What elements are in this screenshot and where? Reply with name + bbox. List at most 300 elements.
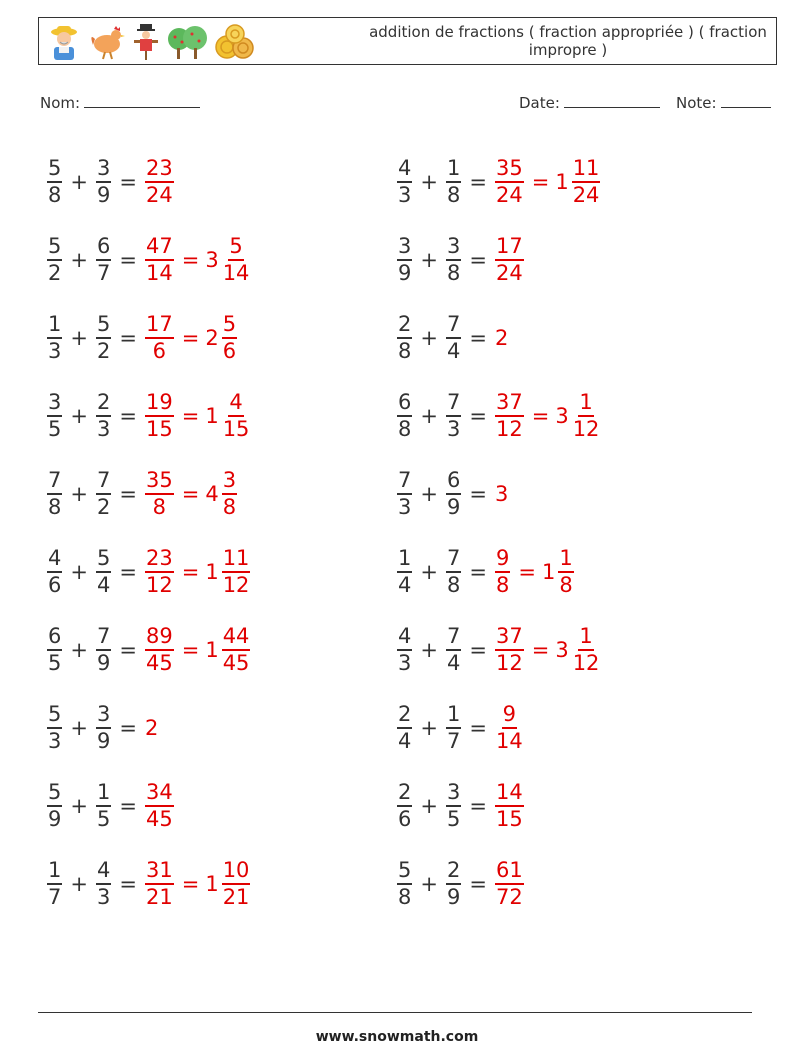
denominator: 5 bbox=[96, 807, 111, 831]
denominator: 8 bbox=[152, 495, 167, 519]
mixed-fraction bbox=[222, 468, 237, 520]
denominator: 9 bbox=[446, 885, 461, 909]
farmer-icon bbox=[45, 23, 83, 61]
denominator: 8 bbox=[398, 339, 412, 363]
numerator: 5 bbox=[228, 234, 243, 261]
fraction-a bbox=[397, 312, 412, 364]
numerator: 3 bbox=[96, 702, 111, 729]
note-field bbox=[676, 93, 771, 112]
fraction-a bbox=[397, 858, 412, 910]
numerator: 1 bbox=[446, 702, 461, 729]
denominator: 9 bbox=[96, 651, 111, 675]
numerator: 1 bbox=[578, 390, 593, 417]
answer bbox=[143, 546, 252, 598]
numerator: 10 bbox=[222, 858, 251, 885]
denominator: 12 bbox=[495, 417, 523, 441]
denominator: 3 bbox=[398, 183, 412, 207]
numerator: 17 bbox=[145, 312, 174, 339]
problem-row bbox=[395, 377, 602, 455]
denominator: 14 bbox=[145, 261, 173, 285]
denominator: 15 bbox=[495, 807, 523, 831]
note-blank bbox=[721, 93, 771, 108]
mixed-whole: 1 bbox=[205, 872, 219, 896]
mixed-fraction bbox=[572, 390, 601, 442]
numerator: 1 bbox=[397, 546, 412, 573]
numerator: 5 bbox=[47, 156, 62, 183]
denominator: 6 bbox=[152, 339, 167, 363]
denominator: 8 bbox=[48, 183, 62, 207]
equals-sign: = bbox=[119, 794, 137, 818]
denominator: 3 bbox=[398, 495, 412, 519]
denominator: 3 bbox=[48, 729, 62, 753]
problem-row bbox=[45, 845, 252, 923]
denominator: 8 bbox=[446, 183, 461, 207]
equals-sign: = bbox=[119, 482, 137, 506]
answer bbox=[493, 546, 576, 598]
denominator: 14 bbox=[495, 729, 523, 753]
numerator: 6 bbox=[446, 468, 461, 495]
answer-equals-sign: = bbox=[531, 404, 550, 428]
numerator: 7 bbox=[47, 468, 62, 495]
denominator: 4 bbox=[446, 651, 461, 675]
equals-sign: = bbox=[469, 170, 487, 194]
answer-fraction bbox=[145, 858, 174, 910]
numerator: 1 bbox=[446, 156, 461, 183]
fraction-a bbox=[47, 858, 62, 910]
denominator: 12 bbox=[222, 573, 250, 597]
problem-row bbox=[395, 299, 602, 377]
denominator: 8 bbox=[398, 417, 412, 441]
plus-sign: + bbox=[420, 404, 438, 428]
answer-fraction bbox=[495, 624, 524, 676]
numerator: 11 bbox=[572, 156, 601, 183]
name-field bbox=[40, 93, 200, 112]
trees-icon bbox=[165, 23, 209, 61]
denominator: 72 bbox=[495, 885, 523, 909]
mixed-fraction bbox=[572, 624, 601, 676]
numerator: 5 bbox=[222, 312, 237, 339]
plus-sign: + bbox=[70, 170, 88, 194]
numerator: 4 bbox=[47, 546, 62, 573]
answer-equals-sign: = bbox=[181, 248, 200, 272]
denominator: 5 bbox=[446, 807, 461, 831]
fraction-a bbox=[397, 234, 412, 286]
numerator: 4 bbox=[397, 624, 412, 651]
numerator: 7 bbox=[446, 624, 461, 651]
fraction-a bbox=[47, 156, 62, 208]
numerator: 23 bbox=[145, 156, 174, 183]
numerator: 23 bbox=[145, 546, 174, 573]
plus-sign: + bbox=[70, 248, 88, 272]
numerator: 7 bbox=[446, 546, 461, 573]
mixed-fraction bbox=[222, 624, 251, 676]
answer-fraction bbox=[145, 780, 174, 832]
mixed-fraction bbox=[222, 546, 251, 598]
fraction-b bbox=[96, 234, 111, 286]
denominator: 9 bbox=[398, 261, 412, 285]
numerator: 5 bbox=[47, 780, 62, 807]
problem-row bbox=[45, 143, 252, 221]
problem-row bbox=[45, 689, 252, 767]
fraction-a bbox=[47, 468, 62, 520]
numerator: 1 bbox=[47, 858, 62, 885]
denominator: 7 bbox=[48, 885, 62, 909]
numerator: 3 bbox=[47, 390, 62, 417]
answer-whole: 2 bbox=[144, 716, 159, 740]
fraction-a bbox=[397, 702, 412, 754]
plus-sign: + bbox=[420, 560, 438, 584]
denominator: 8 bbox=[495, 573, 510, 597]
fraction-b bbox=[446, 312, 461, 364]
answer-fraction bbox=[495, 390, 524, 442]
answer bbox=[493, 234, 526, 286]
answer bbox=[143, 156, 176, 208]
problem-row bbox=[45, 767, 252, 845]
fraction-b bbox=[446, 156, 461, 208]
plus-sign: + bbox=[70, 326, 88, 350]
numerator: 3 bbox=[222, 468, 237, 495]
denominator: 45 bbox=[145, 807, 173, 831]
mixed-fraction bbox=[222, 234, 251, 286]
denominator: 7 bbox=[96, 261, 111, 285]
fraction-b bbox=[446, 390, 461, 442]
numerator: 5 bbox=[96, 312, 111, 339]
answer-equals-sign: = bbox=[181, 404, 200, 428]
fraction-a bbox=[397, 468, 412, 520]
fraction-b bbox=[96, 312, 111, 364]
numerator: 7 bbox=[96, 468, 111, 495]
fraction-b bbox=[446, 858, 461, 910]
answer-equals-sign: = bbox=[181, 326, 200, 350]
mixed-fraction bbox=[222, 312, 237, 364]
answer-fraction bbox=[145, 624, 174, 676]
numerator: 3 bbox=[446, 780, 461, 807]
fraction-a bbox=[397, 546, 412, 598]
worksheet-header bbox=[38, 17, 777, 65]
plus-sign: + bbox=[420, 872, 438, 896]
denominator: 4 bbox=[446, 339, 461, 363]
denominator: 9 bbox=[48, 807, 62, 831]
fraction-a bbox=[47, 390, 62, 442]
plus-sign: + bbox=[70, 482, 88, 506]
fraction-b bbox=[96, 546, 111, 598]
rooster-icon bbox=[87, 23, 127, 61]
numerator: 14 bbox=[495, 780, 524, 807]
mixed-fraction bbox=[558, 546, 573, 598]
scarecrow-icon bbox=[131, 23, 161, 61]
plus-sign: + bbox=[420, 482, 438, 506]
numerator: 7 bbox=[446, 312, 461, 339]
numerator: 2 bbox=[397, 780, 412, 807]
numerator: 31 bbox=[145, 858, 174, 885]
numerator: 5 bbox=[96, 546, 111, 573]
answer-equals-sign: = bbox=[181, 872, 200, 896]
name-blank bbox=[84, 93, 200, 108]
denominator: 3 bbox=[398, 651, 412, 675]
denominator: 5 bbox=[48, 417, 62, 441]
equals-sign: = bbox=[119, 716, 137, 740]
date-blank bbox=[564, 93, 660, 108]
numerator: 37 bbox=[495, 390, 524, 417]
denominator: 4 bbox=[398, 729, 412, 753]
plus-sign: + bbox=[420, 638, 438, 662]
answer-fraction bbox=[145, 390, 174, 442]
denominator: 24 bbox=[495, 261, 523, 285]
denominator: 3 bbox=[446, 417, 461, 441]
mixed-whole: 3 bbox=[555, 404, 569, 428]
answer bbox=[493, 624, 602, 676]
problems-column-right bbox=[395, 143, 602, 923]
fraction-a bbox=[397, 156, 412, 208]
answer bbox=[493, 482, 508, 506]
numerator: 4 bbox=[228, 390, 243, 417]
answer-equals-sign: = bbox=[181, 482, 200, 506]
fraction-b bbox=[446, 234, 461, 286]
fraction-a bbox=[397, 390, 412, 442]
fraction-a bbox=[397, 780, 412, 832]
fraction-b bbox=[96, 624, 111, 676]
footer-url: www.snowmath.com bbox=[315, 1029, 479, 1045]
fraction-b bbox=[96, 702, 111, 754]
denominator: 45 bbox=[222, 651, 250, 675]
denominator: 14 bbox=[222, 261, 250, 285]
plus-sign: + bbox=[420, 248, 438, 272]
denominator: 2 bbox=[96, 339, 111, 363]
date-field bbox=[519, 93, 660, 112]
equals-sign: = bbox=[469, 482, 487, 506]
numerator: 9 bbox=[495, 546, 510, 573]
plus-sign: + bbox=[420, 326, 438, 350]
answer-fraction bbox=[495, 156, 524, 208]
denominator: 24 bbox=[495, 183, 523, 207]
numerator: 2 bbox=[397, 702, 412, 729]
denominator: 21 bbox=[145, 885, 173, 909]
equals-sign: = bbox=[119, 404, 137, 428]
equals-sign: = bbox=[469, 716, 487, 740]
denominator: 4 bbox=[96, 573, 111, 597]
answer-equals-sign: = bbox=[531, 170, 550, 194]
answer bbox=[143, 312, 239, 364]
answer-whole: 3 bbox=[494, 482, 509, 506]
answer bbox=[143, 780, 176, 832]
numerator: 7 bbox=[96, 624, 111, 651]
numerator: 3 bbox=[397, 234, 412, 261]
numerator: 3 bbox=[446, 234, 461, 261]
denominator: 8 bbox=[446, 261, 461, 285]
numerator: 4 bbox=[96, 858, 111, 885]
equals-sign: = bbox=[469, 248, 487, 272]
plus-sign: + bbox=[70, 560, 88, 584]
answer bbox=[143, 624, 252, 676]
problem-row bbox=[395, 689, 602, 767]
equals-sign: = bbox=[469, 326, 487, 350]
numerator: 1 bbox=[96, 780, 111, 807]
numerator: 3 bbox=[96, 156, 111, 183]
problem-row bbox=[45, 377, 252, 455]
equals-sign: = bbox=[469, 794, 487, 818]
equals-sign: = bbox=[469, 638, 487, 662]
numerator: 35 bbox=[495, 156, 524, 183]
plus-sign: + bbox=[420, 170, 438, 194]
fraction-a bbox=[47, 234, 62, 286]
mixed-whole: 1 bbox=[205, 638, 219, 662]
numerator: 6 bbox=[96, 234, 111, 261]
numerator: 89 bbox=[145, 624, 174, 651]
fraction-b bbox=[446, 468, 461, 520]
numerator: 7 bbox=[446, 390, 461, 417]
mixed-whole: 2 bbox=[205, 326, 219, 350]
problem-row bbox=[45, 611, 252, 689]
problem-row bbox=[45, 221, 252, 299]
denominator: 3 bbox=[96, 417, 111, 441]
fraction-b bbox=[446, 624, 461, 676]
numerator: 6 bbox=[47, 624, 62, 651]
fraction-b bbox=[446, 546, 461, 598]
answer-fraction bbox=[495, 702, 524, 754]
mixed-fraction bbox=[222, 858, 251, 910]
denominator: 24 bbox=[145, 183, 173, 207]
problem-row bbox=[395, 533, 602, 611]
numerator: 5 bbox=[47, 702, 62, 729]
answer bbox=[493, 858, 526, 910]
plus-sign: + bbox=[70, 794, 88, 818]
denominator: 8 bbox=[446, 573, 461, 597]
answer-fraction bbox=[145, 234, 174, 286]
numerator: 6 bbox=[397, 390, 412, 417]
numerator: 2 bbox=[446, 858, 461, 885]
answer-equals-sign: = bbox=[531, 638, 550, 662]
name-label: Nom: bbox=[40, 94, 81, 112]
mixed-whole: 4 bbox=[205, 482, 219, 506]
problem-row bbox=[395, 455, 602, 533]
problem-row bbox=[45, 299, 252, 377]
denominator: 4 bbox=[398, 573, 412, 597]
answer-fraction bbox=[495, 858, 524, 910]
denominator: 3 bbox=[48, 339, 62, 363]
answer bbox=[493, 780, 526, 832]
numerator: 17 bbox=[495, 234, 524, 261]
problem-row bbox=[395, 611, 602, 689]
answer-fraction bbox=[145, 156, 174, 208]
numerator: 9 bbox=[502, 702, 517, 729]
answer-equals-sign: = bbox=[181, 560, 200, 584]
numerator: 5 bbox=[47, 234, 62, 261]
denominator: 9 bbox=[446, 495, 461, 519]
answer-equals-sign: = bbox=[181, 638, 200, 662]
numerator: 44 bbox=[222, 624, 251, 651]
problem-row bbox=[45, 533, 252, 611]
answer-fraction bbox=[145, 312, 174, 364]
answer-whole: 2 bbox=[494, 326, 509, 350]
numerator: 19 bbox=[145, 390, 174, 417]
numerator: 11 bbox=[222, 546, 251, 573]
denominator: 9 bbox=[96, 729, 111, 753]
denominator: 12 bbox=[495, 651, 523, 675]
answer bbox=[143, 858, 252, 910]
answer bbox=[143, 390, 252, 442]
fraction-b bbox=[96, 468, 111, 520]
answer-fraction bbox=[495, 234, 524, 286]
denominator: 12 bbox=[145, 573, 173, 597]
fraction-a bbox=[47, 546, 62, 598]
denominator: 8 bbox=[222, 495, 237, 519]
equals-sign: = bbox=[119, 560, 137, 584]
numerator: 35 bbox=[145, 468, 174, 495]
denominator: 6 bbox=[48, 573, 62, 597]
problem-row bbox=[45, 455, 252, 533]
answer-fraction bbox=[495, 780, 524, 832]
fraction-a bbox=[47, 312, 62, 364]
fraction-a bbox=[47, 702, 62, 754]
mixed-whole: 1 bbox=[205, 560, 219, 584]
equals-sign: = bbox=[119, 248, 137, 272]
plus-sign: + bbox=[420, 794, 438, 818]
numerator: 2 bbox=[397, 312, 412, 339]
header-icons bbox=[45, 21, 259, 63]
denominator: 5 bbox=[48, 651, 62, 675]
numerator: 2 bbox=[96, 390, 111, 417]
answer-fraction bbox=[495, 546, 510, 598]
denominator: 8 bbox=[398, 885, 412, 909]
hay-bales-icon bbox=[213, 23, 255, 61]
denominator: 15 bbox=[222, 417, 250, 441]
mixed-whole: 1 bbox=[555, 170, 569, 194]
problem-row bbox=[395, 845, 602, 923]
numerator: 4 bbox=[397, 156, 412, 183]
numerator: 34 bbox=[145, 780, 174, 807]
fraction-b bbox=[96, 156, 111, 208]
mixed-whole: 1 bbox=[541, 560, 556, 584]
equals-sign: = bbox=[469, 404, 487, 428]
denominator: 45 bbox=[145, 651, 173, 675]
fraction-b bbox=[96, 390, 111, 442]
fraction-b bbox=[446, 780, 461, 832]
denominator: 2 bbox=[96, 495, 111, 519]
denominator: 15 bbox=[145, 417, 173, 441]
numerator: 61 bbox=[495, 858, 524, 885]
denominator: 21 bbox=[222, 885, 250, 909]
fraction-a bbox=[47, 624, 62, 676]
answer bbox=[493, 326, 508, 350]
plus-sign: + bbox=[70, 716, 88, 740]
mixed-fraction bbox=[572, 156, 601, 208]
numerator: 1 bbox=[47, 312, 62, 339]
note-label: Note: bbox=[676, 94, 717, 112]
denominator: 6 bbox=[222, 339, 237, 363]
problems-column-left bbox=[45, 143, 252, 923]
answer-fraction bbox=[145, 546, 174, 598]
denominator: 7 bbox=[446, 729, 461, 753]
mixed-whole: 3 bbox=[205, 248, 219, 272]
date-label: Date: bbox=[519, 94, 560, 112]
answer bbox=[143, 234, 252, 286]
mixed-whole: 3 bbox=[555, 638, 569, 662]
fraction-a bbox=[397, 624, 412, 676]
denominator: 8 bbox=[559, 573, 573, 597]
fraction-a bbox=[47, 780, 62, 832]
fraction-b bbox=[446, 702, 461, 754]
plus-sign: + bbox=[70, 404, 88, 428]
answer-fraction bbox=[145, 468, 174, 520]
answer bbox=[493, 390, 602, 442]
denominator: 2 bbox=[48, 261, 62, 285]
worksheet-title: addition de fractions ( fraction appropriée ) ( fraction impropre ) bbox=[369, 23, 767, 59]
answer bbox=[143, 468, 239, 520]
denominator: 12 bbox=[572, 651, 600, 675]
numerator: 1 bbox=[578, 624, 593, 651]
numerator: 7 bbox=[397, 468, 412, 495]
fraction-b bbox=[96, 858, 111, 910]
